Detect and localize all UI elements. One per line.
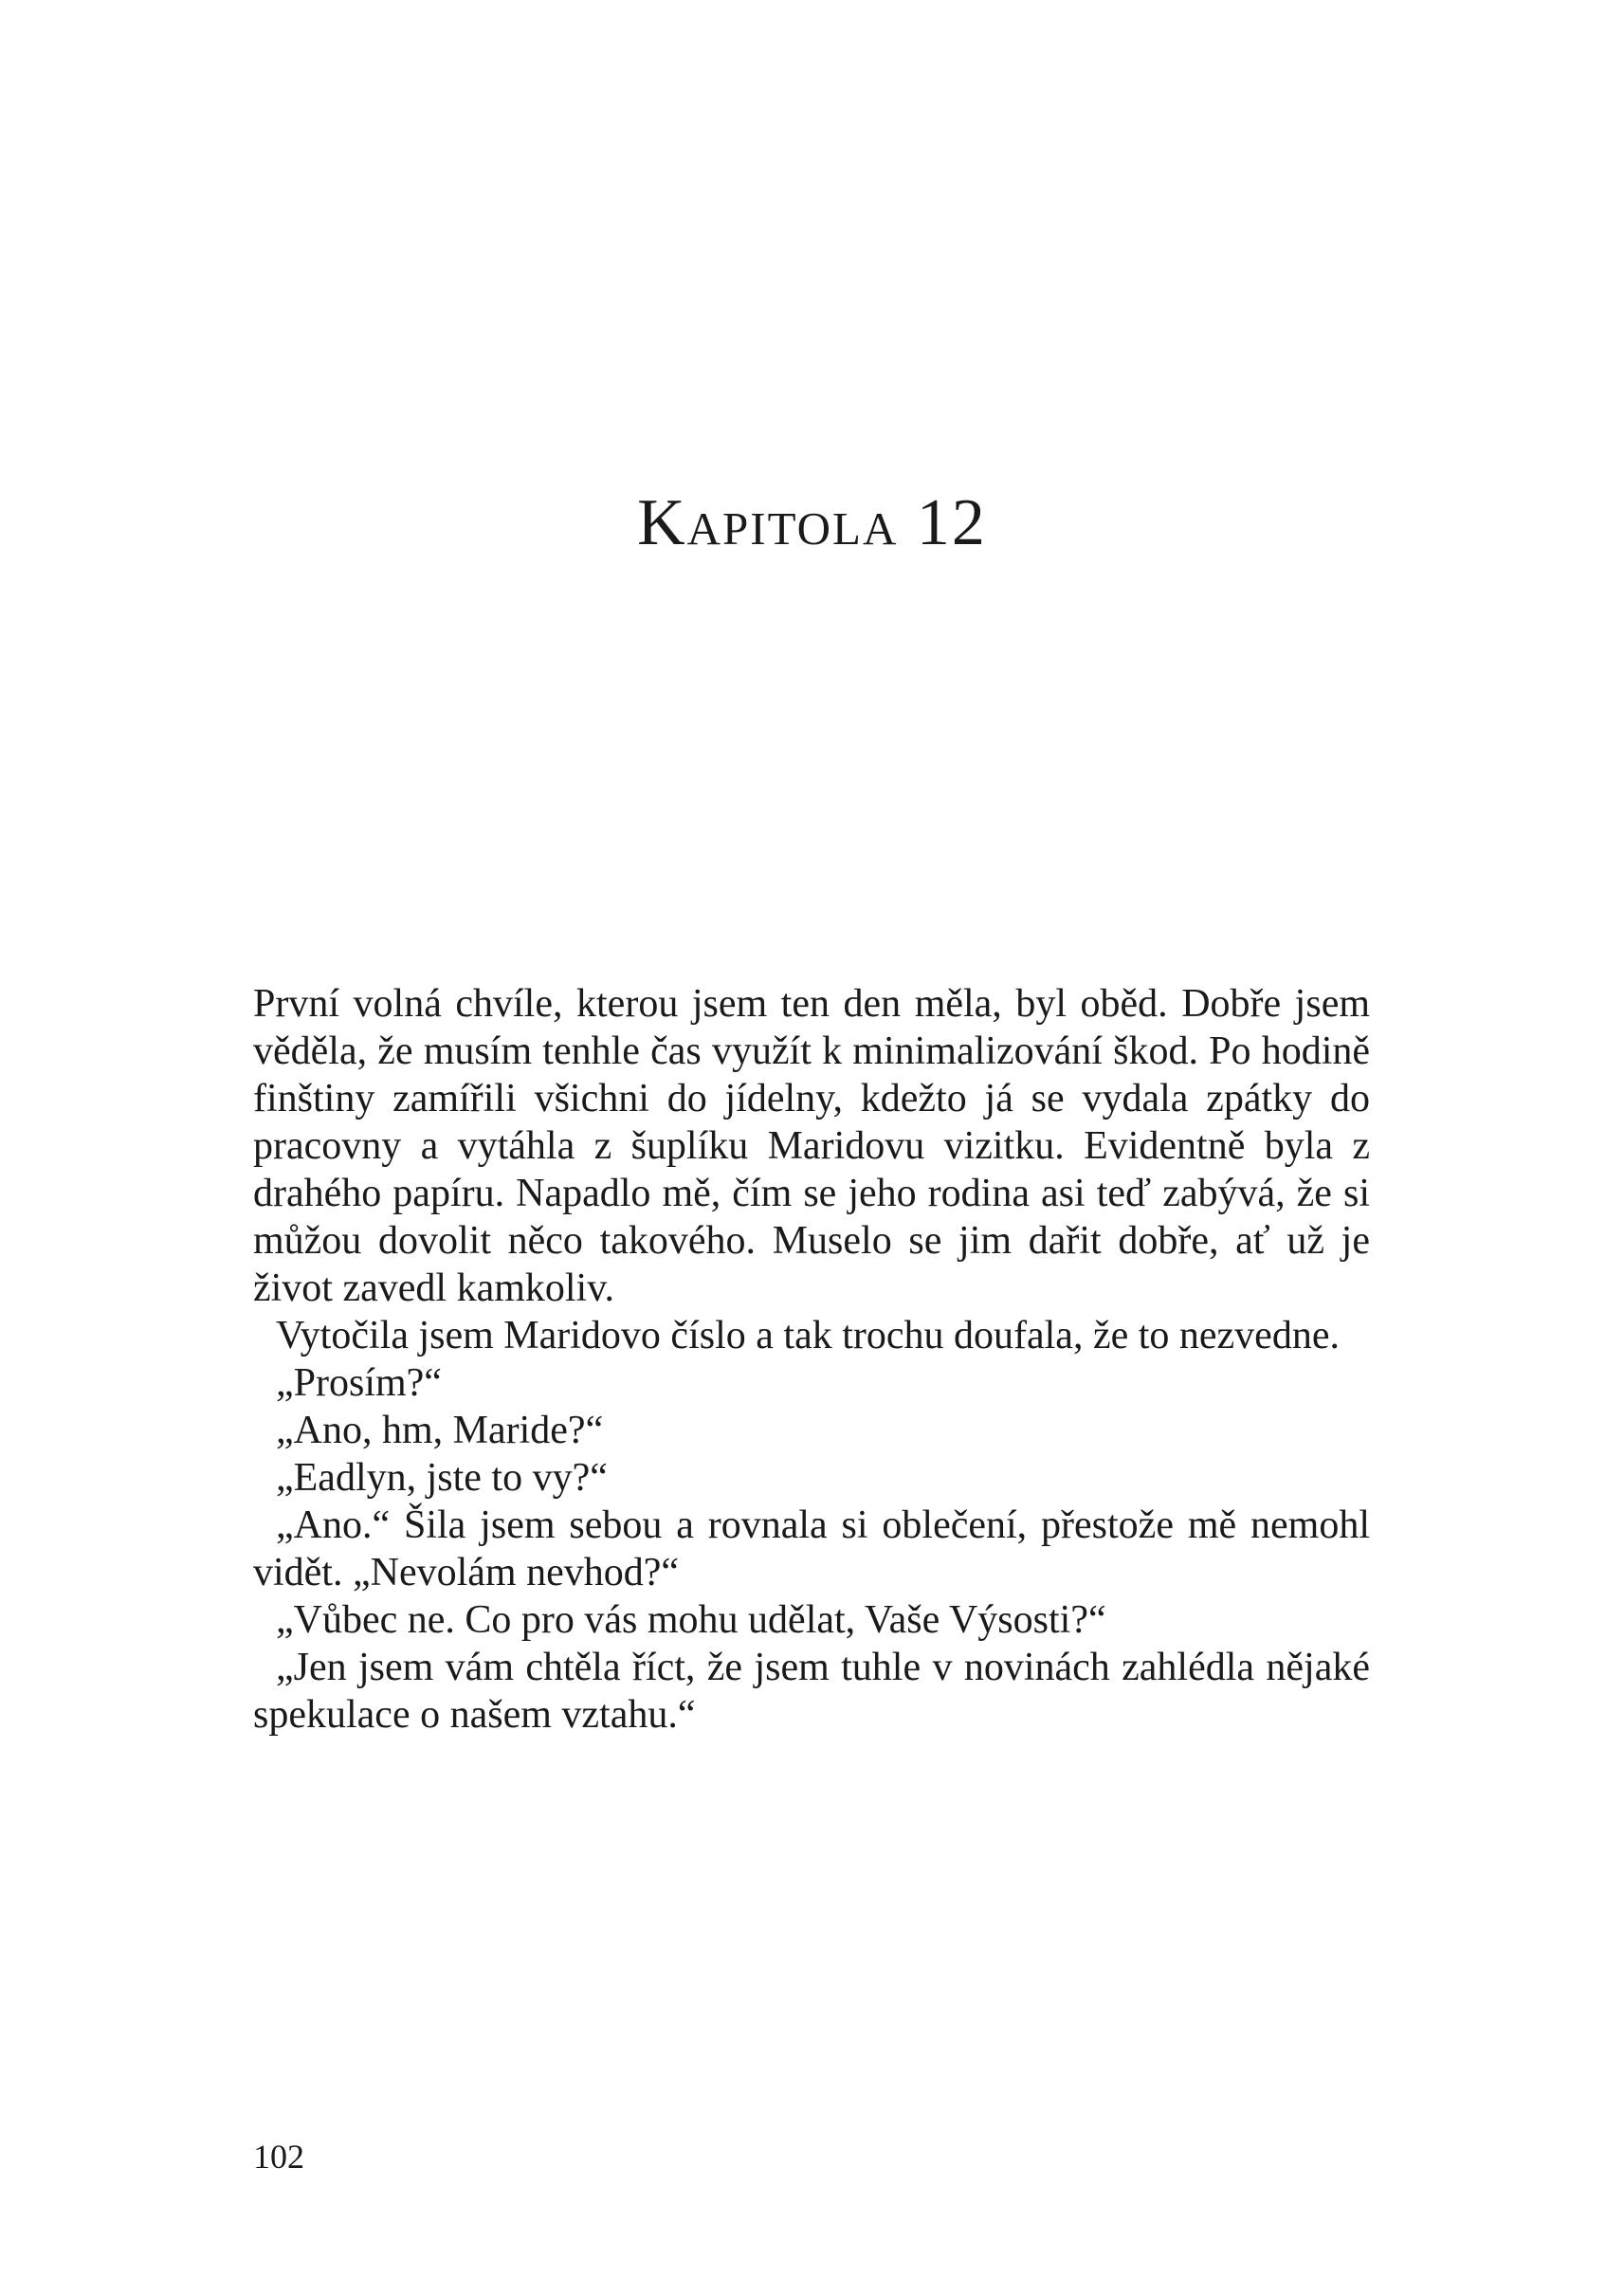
- dialogue-line: „Ano, hm, Maride?“: [276, 1409, 604, 1452]
- body-text: [253, 980, 1370, 1739]
- dialogue-line: „Prosím?“: [276, 1361, 442, 1405]
- dialogue-line: „Vůbec ne. Co pro vás mohu udělat, Vaše Výsosti?“: [276, 1598, 1106, 1642]
- dialogue-line: „Eadlyn, jste to vy?“: [276, 1456, 608, 1500]
- paragraph: Vytočila jsem Maridovo číslo a tak trochu doufala, že to nezvedne.: [276, 1314, 1340, 1357]
- dialogue-line: „Jen jsem vám chtěla říct, že jsem tuhle v novinách zahlédla nějaké spekulace o našem vztahu.“: [253, 1646, 1370, 1737]
- chapter-title: Kapitola 12: [637, 486, 987, 559]
- paragraph: První volná chvíle, kterou jsem ten den měla, byl oběd. Dobře jsem věděla, že musím tenhle čas využít k minimalizování škod. Po hodině finštiny zamířili všichni do jídelny, kdežto já se vydala zpátky do pracovny a vytáhla z šuplíku Maridovu vizitku. Evidentně byla z drahého papíru. Napadlo mě, čím se jeho rodina asi teď zabývá, že si můžou dovolit něco takového. Muselo se jim dařit dobře, ať už je život zavedl kamkoliv.: [253, 982, 1370, 1310]
- page-number: 102: [253, 2138, 304, 2176]
- dialogue-line: „Ano.“ Šila jsem sebou a rovnala si oblečení, přestože mě nemohl vidět. „Nevolám nevhod?“: [253, 1503, 1370, 1594]
